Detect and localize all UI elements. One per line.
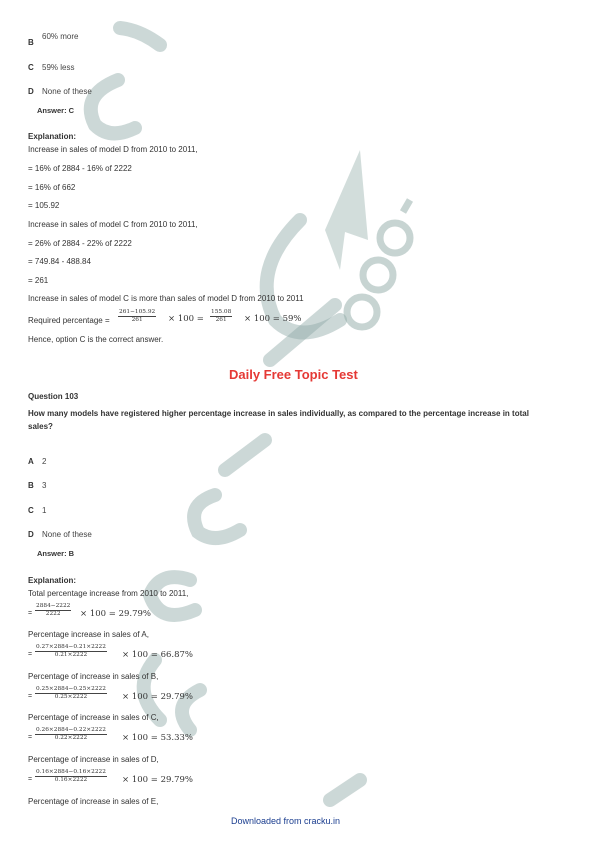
question-title: Question 103 <box>28 392 79 401</box>
option-text: None of these <box>42 87 92 96</box>
math-text: × 100 = <box>168 314 204 324</box>
math-text: × 100 = 66.87% <box>122 650 193 660</box>
denominator: 0.21×2222 <box>54 652 88 658</box>
option-letter: D <box>28 87 34 96</box>
explanation-line: Percentage of increase in sales of C, <box>28 713 159 722</box>
math-text: × 100 = 53.33% <box>122 733 193 743</box>
equals-sign: = <box>28 734 33 741</box>
answer-label: Answer: B <box>37 549 75 558</box>
numerator: 2884−2222 <box>36 603 71 609</box>
numerator: 0.16×2884−0.16×2222 <box>36 769 106 775</box>
explanation-line: Increase in sales of model C from 2010 to 2011, <box>28 220 198 229</box>
explanation-title: Explanation: <box>28 132 77 141</box>
option-text: 59% less <box>42 63 75 72</box>
option-text: 1 <box>42 506 47 515</box>
numerator: 261−105.92 <box>119 309 156 315</box>
option-text: None of these <box>42 530 92 539</box>
explanation-line: Percentage of increase in sales of B, <box>28 672 159 681</box>
conclusion: Hence, option C is the correct answer. <box>28 335 164 344</box>
equals-sign: = <box>28 776 33 783</box>
footer-link[interactable]: Downloaded from cracku.in <box>231 816 341 826</box>
fraction <box>35 603 71 618</box>
required-label: Required percentage = <box>28 316 110 325</box>
option-text: 3 <box>42 481 47 490</box>
equals-sign: = <box>28 693 33 700</box>
fraction <box>118 309 156 324</box>
equals-sign: = <box>28 610 33 617</box>
explanation-line: Percentage of increase in sales of D, <box>28 755 159 764</box>
option-letter: A <box>28 457 34 466</box>
option-letter: C <box>28 63 34 72</box>
option-text: 2 <box>42 457 47 466</box>
explanation-line: Increase in sales of model C is more than sales of model D from 2010 to 2011 <box>28 294 304 303</box>
math-text: × 100 = 29.79% <box>122 692 193 702</box>
fraction <box>35 727 107 742</box>
explanation-line: = 16% of 2884 - 16% of 2222 <box>28 164 132 173</box>
fraction <box>210 309 232 324</box>
question-text: sales? <box>28 422 53 431</box>
denominator: 0.16×2222 <box>54 777 88 783</box>
explanation-line: Increase in sales of model D from 2010 to 2011, <box>28 145 198 154</box>
math-text: × 100 = 59% <box>244 314 302 324</box>
option-letter: B <box>28 38 34 47</box>
denominator: 261 <box>131 317 143 323</box>
explanation-line: = 261 <box>28 276 49 285</box>
denominator: 261 <box>215 317 227 323</box>
explanation-title: Explanation: <box>28 576 77 585</box>
fraction <box>35 644 107 659</box>
explanation-line: Total percentage increase from 2010 to 2011, <box>28 589 189 598</box>
answer-label: Answer: C <box>37 106 75 115</box>
math-text: × 100 = 29.79% <box>80 609 151 619</box>
numerator: 0.27×2884−0.21×2222 <box>36 644 106 650</box>
explanation-line: = 105.92 <box>28 201 60 210</box>
option-letter: B <box>28 481 34 490</box>
numerator: 0.25×2884−0.25×2222 <box>36 686 106 692</box>
denominator: 2222 <box>45 611 61 617</box>
explanation-line: = 26% of 2884 - 22% of 2222 <box>28 239 132 248</box>
explanation-line: Percentage increase in sales of A, <box>28 630 149 639</box>
denominator: 0.22×2222 <box>54 735 88 741</box>
numerator: 155.08 <box>211 309 232 315</box>
question-text: How many models have registered higher percentage increase in sales individually, as compared to the percentage increase in total <box>28 409 529 418</box>
denominator: 0.25×2222 <box>54 694 88 700</box>
equals-sign: = <box>28 651 33 658</box>
explanation-line: = 16% of 662 <box>28 183 76 192</box>
numerator: 0.26×2884−0.22×2222 <box>36 727 106 733</box>
daily-test-link[interactable]: Daily Free Topic Test <box>229 367 358 382</box>
option-letter: C <box>28 506 34 515</box>
fraction <box>35 769 107 784</box>
option-letter: D <box>28 530 34 539</box>
explanation-line: Percentage of increase in sales of E, <box>28 797 159 806</box>
explanation-line: = 749.84 - 488.84 <box>28 257 91 266</box>
option-text: 60% more <box>42 32 79 41</box>
math-text: × 100 = 29.79% <box>122 775 193 785</box>
fraction <box>35 686 107 701</box>
